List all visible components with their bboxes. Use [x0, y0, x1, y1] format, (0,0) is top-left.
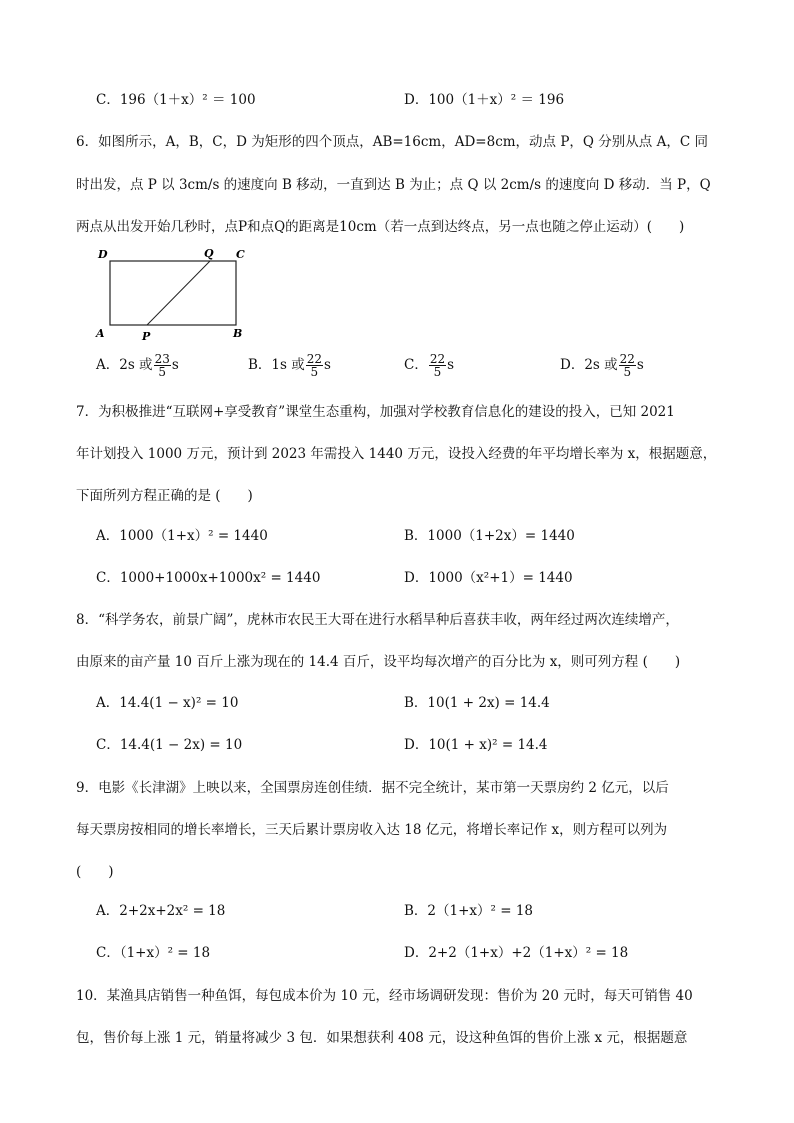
q6-option-c-prefix: C． [404, 357, 428, 373]
unit: s [171, 357, 179, 373]
segment-pq [147, 261, 210, 325]
q9-stem-line1: 9．电影《长津湖》上映以来，全国票房连创佳绩．据不完全统计，某市第一天票房约 2 亿元，以后 [76, 780, 669, 796]
q7-option-a: A．1000（1+x）² = 1440 [96, 528, 268, 544]
fraction [429, 353, 446, 378]
fraction-denominator: 5 [433, 365, 442, 379]
q8-stem-line1: 8．“科学务农，前景广阔”，虎林市农民王大哥在进行水稻旱种后喜获丰收，两年经过两次连续增产， [76, 612, 679, 628]
unit: s [447, 357, 455, 373]
unit: s [636, 357, 644, 373]
q9-option-a: A．2+2x+2x² = 18 [96, 903, 226, 919]
fraction-numerator: 23 [154, 352, 170, 366]
label-b: B [233, 327, 243, 340]
q9-stem-line3: ( ) [76, 864, 114, 880]
q8-option-a: A．14.4(1 − x)² = 10 [96, 695, 239, 711]
label-d: D [98, 248, 108, 261]
q6-option-a-prefix: A．2s 或 [96, 357, 153, 373]
label-q: Q [204, 247, 214, 260]
fraction [619, 353, 636, 378]
q6-option-b [248, 353, 331, 378]
q9-option-b: B．2（1+x）² = 18 [404, 903, 534, 919]
q8-option-b: B．10(1 + 2x) = 14.4 [404, 695, 550, 711]
q6-stem-line1: 6．如图所示，A，B，C，D 为矩形的四个顶点，AB=16cm，AD=8cm，动点 P，Q 分别从点 A，C 同 [76, 134, 708, 150]
q6-option-b-prefix: B．1s 或 [248, 357, 305, 373]
q5-option-d: D．100（1＋x）² ＝ 196 [404, 92, 565, 108]
q9-option-c: C．（1+x）² = 18 [96, 945, 211, 961]
q6-rectangle-figure [90, 245, 250, 345]
q9-stem-line2: 每天票房按相同的增长率增长，三天后累计票房收入达 18 亿元，将增长率记作 x，则方程可以列为 [76, 822, 668, 838]
label-p: P [142, 330, 151, 343]
q7-stem-line2: 年计划投入 1000 万元，预计到 2023 年需投入 1440 万元，设投入经费的年平均增长率为 x，根据题意， [76, 446, 717, 462]
label-c: C [236, 248, 245, 261]
q6-option-c [404, 353, 454, 378]
q8-option-c: C．14.4(1 − 2x) = 10 [96, 737, 243, 753]
q10-stem-line1: 10．某渔具店销售一种鱼饵，每包成本价为 10 元，经市场调研发现：售价为 20 元时，每天可销售 40 [76, 988, 693, 1004]
fraction-denominator: 5 [310, 365, 319, 379]
fraction-numerator: 22 [306, 352, 323, 366]
q7-option-c: C．1000+1000x+1000x² = 1440 [96, 570, 321, 586]
q8-stem-line2: 由原来的亩产量 10 百斤上涨为现在的 14.4 百斤，设平均每次增产的百分比为 x，则可列方程 ( ) [76, 654, 681, 670]
q9-option-d: D．2+2（1+x）+2（1+x）² = 18 [404, 945, 629, 961]
fraction-numerator: 22 [619, 352, 635, 366]
q6-stem-line2: 时出发，点 P 以 3cm/s 的速度向 B 移动，一直到达 B 为止；点 Q 以 2cm/s 的速度向 D 移动．当 P，Q [76, 177, 711, 193]
q10-stem-line2: 包，售价每上涨 1 元，销量将减少 3 包．如果想获利 408 元，设这种鱼饵的售价上涨 x 元，根据题意 [76, 1030, 688, 1046]
fraction [154, 353, 171, 378]
unit: s [324, 357, 331, 373]
q6-option-d-prefix: D．2s 或 [560, 357, 618, 373]
q7-stem-line1: 7．为积极推进“互联网+享受教育”课堂生态重构，加强对学校教育信息化的建设的投入，已知 2021 [76, 404, 675, 420]
fraction-numerator: 22 [429, 352, 446, 366]
q7-stem-line3: 下面所列方程正确的是 ( ) [76, 488, 253, 504]
q6-option-d [560, 353, 644, 378]
q6-option-a [96, 353, 179, 378]
fraction-denominator: 5 [158, 365, 167, 379]
q7-option-b: B．1000（1+2x）= 1440 [404, 528, 575, 544]
q6-stem-line3: 两点从出发开始几秒时，点P和点Q的距离是10cm（若一点到达终点，另一点也随之停止运动）( ) [76, 219, 685, 235]
q8-option-d: D．10(1 + x)² = 14.4 [404, 737, 548, 753]
rectangle-abcd [110, 261, 236, 325]
q7-option-d: D．1000（x²+1）= 1440 [404, 570, 573, 586]
fraction-denominator: 5 [623, 365, 632, 379]
fraction [306, 353, 323, 378]
label-a: A [96, 327, 105, 340]
q5-option-c: C．196（1＋x）² ＝ 100 [96, 92, 256, 108]
